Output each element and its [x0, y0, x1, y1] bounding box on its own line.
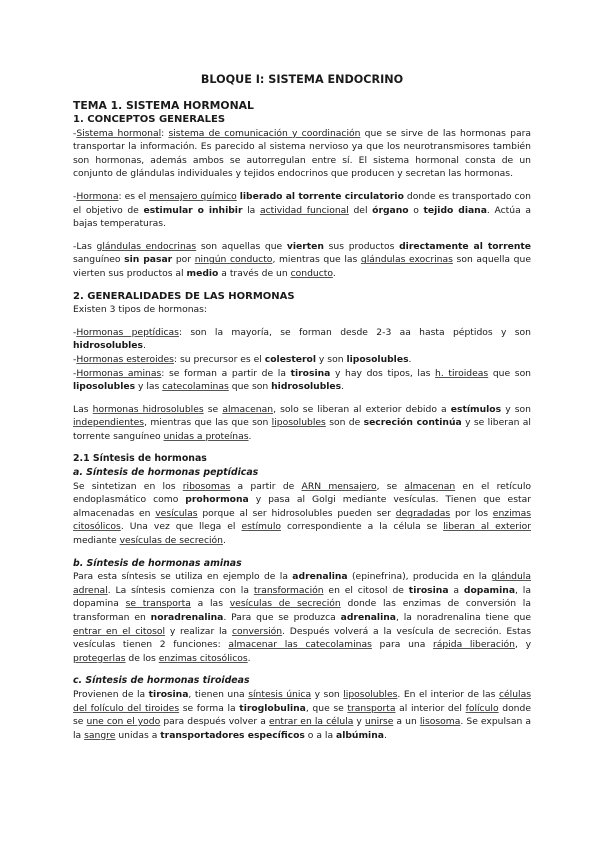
paragraph-glandulas: -Las glándulas endocrinas son aquellas que vierten sus productos directamente al torrente sanguíneo sin pasar por ningún conducto, mientras que las glándulas exocrinas son aquella que vierten sus productos al medio a través de un conducto. [73, 240, 532, 279]
list-item-aminas: -Hormonas aminas: se forman a partir de la tirosina y hay dos tipos, las h. tiroideas que son liposolubles y las catecolaminas que son hidrosolubles. [73, 367, 532, 393]
paragraph-sintesis-aminas: Para esta síntesis se utiliza en ejemplo de la adrenalina (epinefrina), producida en la glándula adrenal. La síntesis comienza con la transformación en el citosol de tirosina a dopamina, la dopamina se transporta a las vesículas de secreción donde las enzimas de conversión la transforman en noradrenalina. Para que se produzca adrenalina, la noradrenalina tiene que entrar en el citosol y realizar la conversión. Después volverá a la vesícula de secreción. Estas vesículas tienen 2 funciones: almacenar las catecolaminas para una rápida liberación, y protegerlas de los enzimas citosólicos. [73, 571, 532, 664]
subsection-c-heading: c. Síntesis de hormonas tiroideas [73, 675, 250, 687]
document-title: BLOQUE I: SISTEMA ENDOCRINO [200, 73, 404, 86]
section-2-heading: 2. GENERALIDADES DE LAS HORMONAS [73, 290, 295, 302]
tema-heading: TEMA 1. SISTEMA HORMONAL [73, 99, 254, 112]
paragraph-hormona: -Hormona: es el mensajero químico liberado al torrente circulatorio donde es transportado con el objetivo de estimular o inhibir la actividad funcional del órgano o tejido diana. Actúa a bajas temperaturas. [73, 190, 531, 230]
subsection-b-heading: b. Síntesis de hormonas aminas [73, 557, 242, 569]
paragraph-intro-tipos: Existen 3 tipos de hormonas: [73, 304, 208, 316]
paragraph-sintesis-peptidicas: Se sintetizan en los ribosomas a partir de ARN mensajero, se almacenan en el retículo endoplasmático como prohormona y pasa al Golgi mediante vesículas. Tienen que estar almacenadas en vesículas porque al ser hidrosolubles pueden ser degradadas por los enzimas citosólicos. Una vez que llega el estímulo correspondiente a la célula se liberan al exterior mediante vesículas de secreción. [73, 480, 532, 547]
paragraph-sintesis-tiroideas: Provienen de la tirosina, tienen una síntesis única y son liposolubles. En el interior de las células del folículo del tiroides se forma la tiroglobulina, que se transporta al interior del folículo donde se une con el yodo para después volver a entrar en la célula y unirse a un lisosoma. Se expulsan a la sangre unidas a transportadores específicos o a la albúmina. [73, 688, 531, 741]
list-item-esteroides: -Hormonas esteroides: su precursor es el colesterol y son liposolubles. [73, 353, 412, 365]
section-1-heading: 1. CONCEPTOS GENERALES [73, 114, 226, 125]
paragraph-hidrosolubles: Las hormonas hidrosolubles se almacenan, solo se liberan al exterior debido a estímulos y son independientes, mientras que las que son liposolubles son de secreción continúa y se liberan al torrente sanguíneo unidas a proteínas. [73, 403, 531, 442]
subsection-a-heading: a. Síntesis de hormonas peptídicas [73, 467, 259, 479]
paragraph-sistema-hormonal: -Sistema hormonal: sistema de comunicación y coordinación que se sirve de las hormonas para transportar la información. Es parecido al sistema nervioso ya que los neurotransmisores también son hormonas, además ambos se autorregulan entre sí. El sistema hormonal consta de un conjunto de glándulas individuales y tejidos endocrinos que producen y secretan las hormonas. [73, 127, 531, 180]
section-2-1-heading: 2.1 Síntesis de hormonas [73, 453, 207, 465]
list-item-peptidicas: -Hormonas peptídicas: son la mayoría, se forman desde 2-3 aa hasta péptidos y son hidrosolubles. [73, 326, 531, 352]
